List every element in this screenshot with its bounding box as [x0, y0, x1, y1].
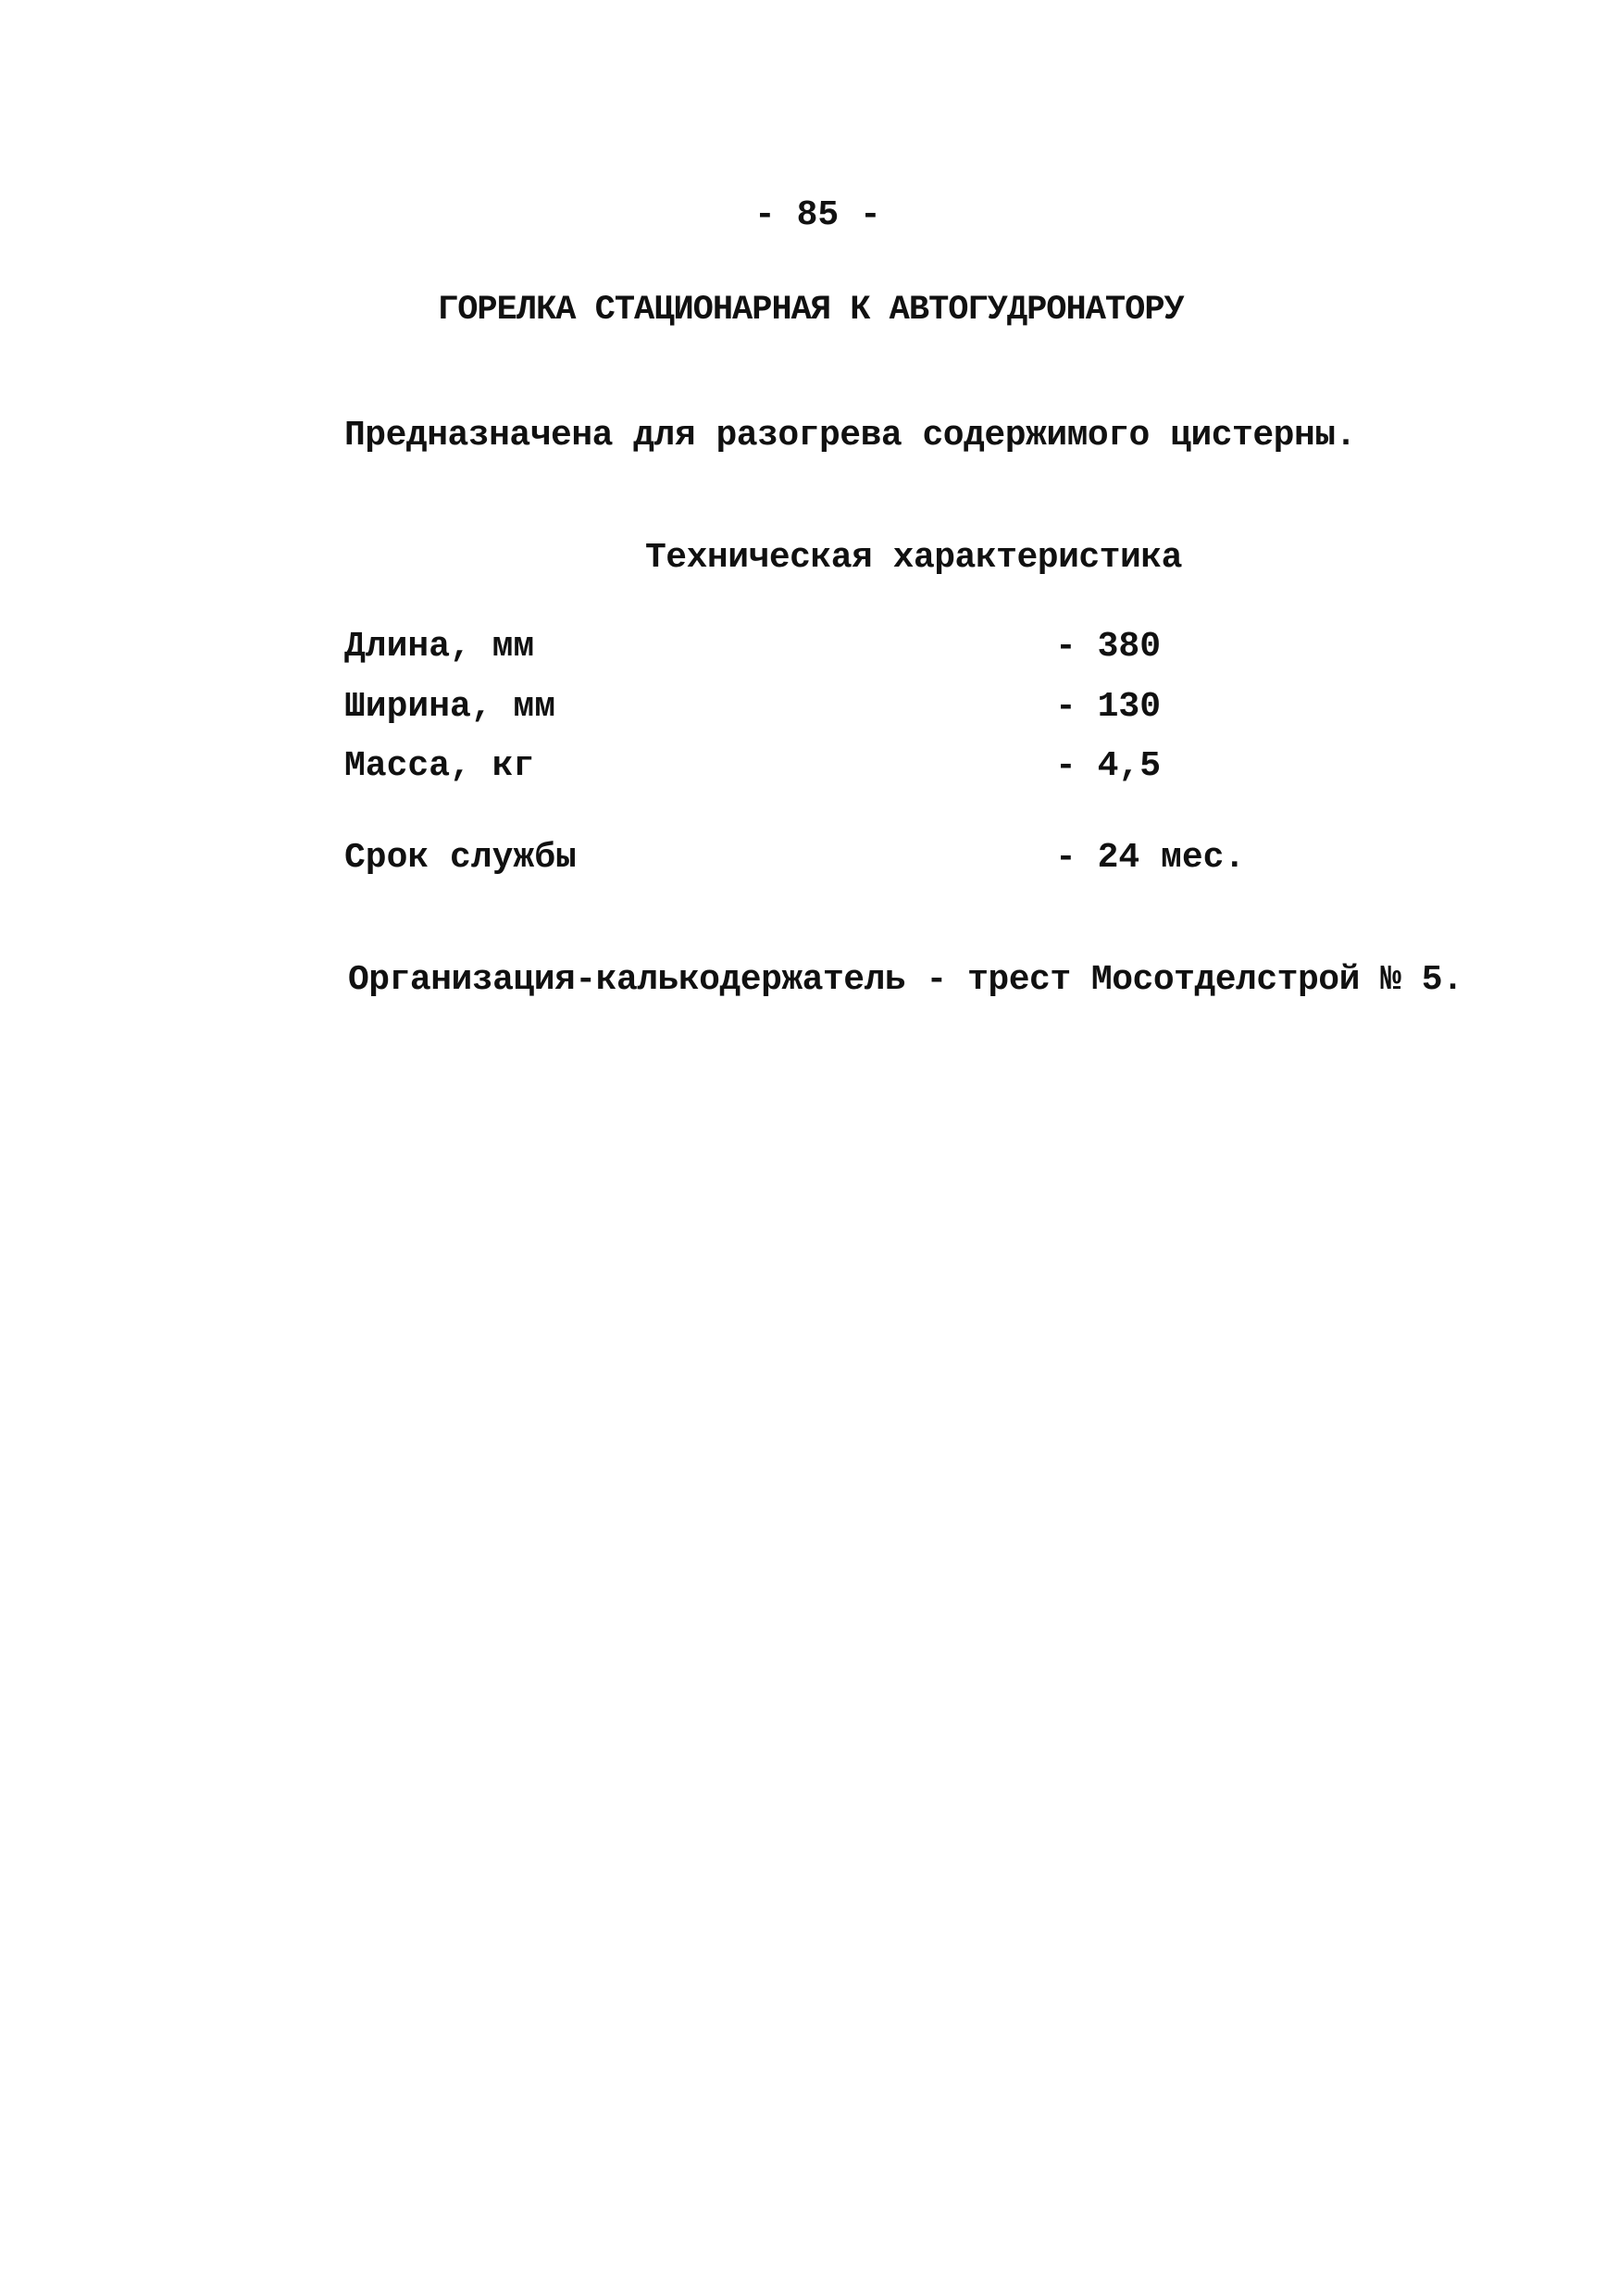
holder-organization: Организация-калькодержатель - трест Мосотделстрой № 5. — [348, 960, 1463, 1000]
spec-value-service-life: - 24 мес. — [1055, 838, 1246, 878]
spec-label-mass: Масса, кг — [344, 746, 535, 786]
spec-label-length: Длина, мм — [344, 627, 535, 667]
spec-label-width: Ширина, мм — [344, 687, 556, 727]
page-number: - 85 - — [754, 195, 881, 235]
purpose-text: Предназначена для разогрева содержимого цистерны. — [344, 416, 1356, 455]
spec-value-width: - 130 — [1055, 687, 1162, 727]
document-title: ГОРЕЛКА СТАЦИОНАРНАЯ К АВТОГУДРОНАТОРУ — [438, 291, 1184, 330]
spec-heading: Техническая характеристика — [645, 538, 1182, 578]
spec-value-mass: - 4,5 — [1055, 746, 1162, 786]
spec-label-service-life: Срок службы — [344, 838, 577, 878]
spec-value-length: - 380 — [1055, 627, 1162, 667]
